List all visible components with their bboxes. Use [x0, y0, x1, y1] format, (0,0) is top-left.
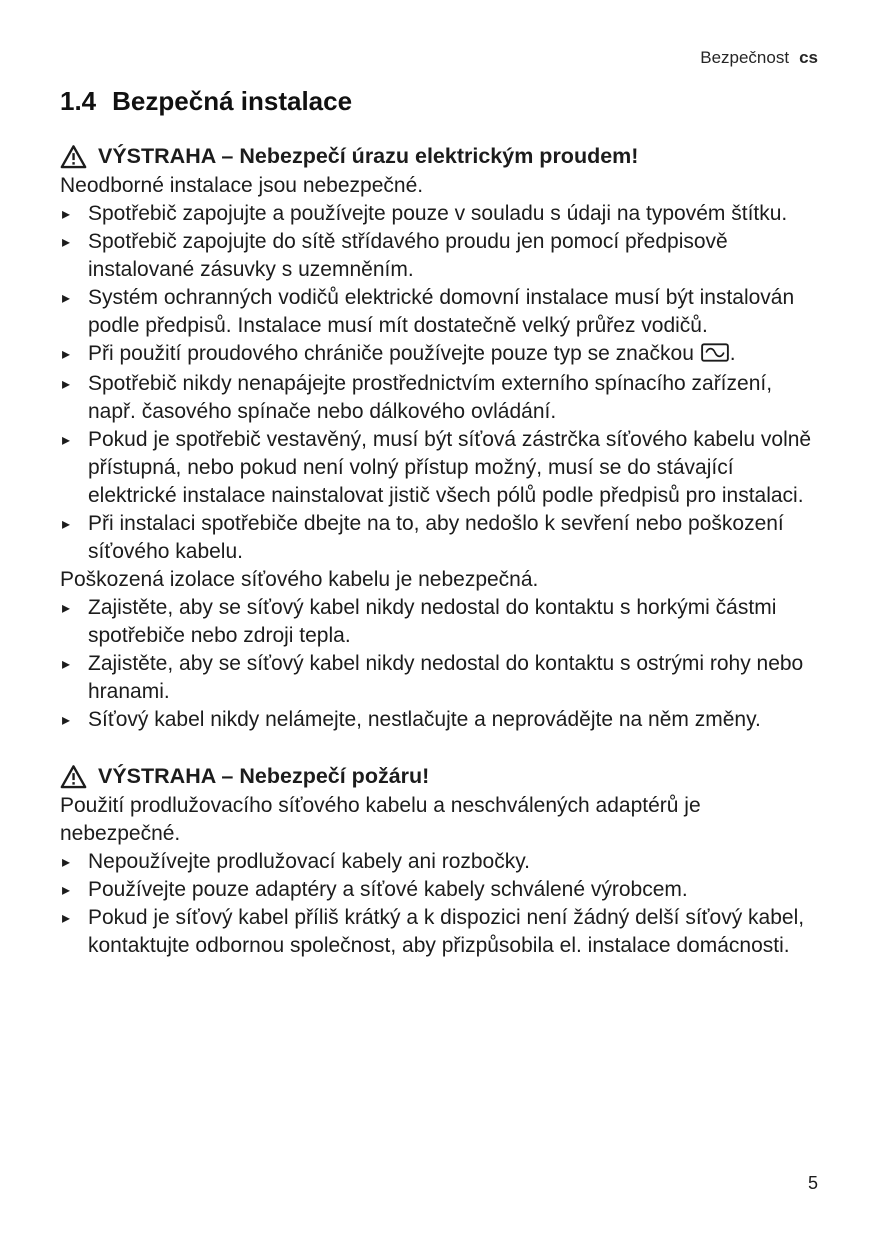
- bullet-text: Síťový kabel nikdy nelámejte, nestlačujte a neprovádějte na něm změny.: [88, 708, 761, 731]
- bullet-text: Pokud je spotřebič vestavěný, musí být síťová zástrčka síťového kabelu volně přístupná, nebo pokud není volný přístup možný, musí se do stávající elektrické instalace nainstalovat jistič všech pólů podle předpisů pro instalaci.: [88, 428, 812, 507]
- list-item: [60, 426, 818, 510]
- list-item: [60, 848, 818, 876]
- bullet-marker: ▸: [62, 710, 71, 729]
- warning-heading: [60, 762, 818, 790]
- warning-heading-text: VÝSTRAHA – Nebezpečí úrazu elektrickým proudem!: [98, 144, 639, 168]
- bullet-marker: ▸: [62, 204, 71, 223]
- bullet-marker: ▸: [62, 852, 71, 871]
- bullet-list: [60, 848, 818, 960]
- bullet-marker: ▸: [62, 908, 71, 927]
- warning-intro: Neodborné instalace jsou nebezpečné.: [60, 174, 424, 197]
- page-number: 5: [807, 1173, 818, 1193]
- header-language-code: cs: [799, 48, 818, 67]
- warning-section-electric-shock: [60, 142, 818, 734]
- bullet-text: Pokud je síťový kabel příliš krátký a k dispozici není žádný delší síťový kabel, kontaktujte odbornou společnost, aby přizpůsobila el. instalace domácnosti.: [88, 906, 805, 957]
- bullet-marker: ▸: [62, 374, 71, 393]
- bullet-text: Zajistěte, aby se síťový kabel nikdy nedostal do kontaktu s ostrými rohy nebo hranami.: [88, 652, 804, 703]
- warning-subintro: Poškozená izolace síťového kabelu je nebezpečná.: [60, 568, 539, 591]
- bullet-text: Při použití proudového chrániče používejte pouze typ se značkou: [88, 342, 700, 365]
- list-item: [60, 904, 818, 960]
- section-number: 1.4: [60, 86, 97, 116]
- bullet-marker: ▸: [62, 654, 71, 673]
- bullet-text: Nepoužívejte prodlužovací kabely ani rozbočky.: [88, 850, 531, 873]
- rcd-symbol-icon: [701, 342, 729, 370]
- bullet-marker: ▸: [62, 430, 71, 449]
- list-item: [60, 340, 818, 370]
- warning-intro: Použití prodlužovacího síťového kabelu a neschválených adaptérů je nebezpečné.: [60, 794, 701, 845]
- list-item: [60, 228, 818, 284]
- bullet-text: Zajistěte, aby se síťový kabel nikdy nedostal do kontaktu s horkými částmi spotřebiče nebo zdroji tepla.: [88, 596, 777, 647]
- list-item: [60, 650, 818, 706]
- list-item: [60, 876, 818, 904]
- page-content: [60, 86, 818, 960]
- bullet-marker: ▸: [62, 232, 71, 251]
- bullet-text: Spotřebič nikdy nenapájejte prostřednictvím externího spínacího zařízení, např. časového spínače nebo dálkového ovládání.: [88, 372, 773, 423]
- header-section-label: Bezpečnost: [700, 48, 790, 67]
- running-header: [700, 48, 818, 68]
- bullet-marker: ▸: [62, 288, 71, 307]
- bullet-marker: ▸: [62, 514, 71, 533]
- bullet-list: [60, 594, 818, 734]
- warning-section-fire: [60, 762, 818, 960]
- list-item: [60, 706, 818, 734]
- bullet-text: Při instalaci spotřebiče dbejte na to, aby nedošlo k sevření nebo poškození síťového kabelu.: [88, 512, 784, 563]
- list-item: [60, 370, 818, 426]
- list-item: [60, 594, 818, 650]
- bullet-list: [60, 200, 818, 566]
- warning-heading-text: VÝSTRAHA – Nebezpečí požáru!: [98, 764, 430, 788]
- warning-triangle-icon: [60, 764, 87, 789]
- bullet-marker: ▸: [62, 880, 71, 899]
- warning-triangle-icon: [60, 144, 87, 169]
- list-item: [60, 284, 818, 340]
- bullet-text: Používejte pouze adaptéry a síťové kabely schválené výrobcem.: [88, 878, 688, 901]
- bullet-text: Systém ochranných vodičů elektrické domovní instalace musí být instalován podle předpisů. Instalace musí mít dostatečně velký průřez vodičů.: [88, 286, 795, 337]
- warning-heading: [60, 142, 818, 170]
- page-title: [60, 86, 818, 116]
- list-item: [60, 510, 818, 566]
- bullet-text: Spotřebič zapojujte do sítě střídavého proudu jen pomocí předpisově instalované zásuvky s uzemněním.: [88, 230, 728, 281]
- section-title-text: Bezpečná instalace: [112, 86, 353, 116]
- bullet-text: Spotřebič zapojujte a používejte pouze v souladu s údaji na typovém štítku.: [88, 202, 788, 225]
- list-item: [60, 200, 818, 228]
- bullet-text-after-icon: .: [729, 342, 736, 365]
- bullet-marker: ▸: [62, 344, 71, 363]
- bullet-marker: ▸: [62, 598, 71, 617]
